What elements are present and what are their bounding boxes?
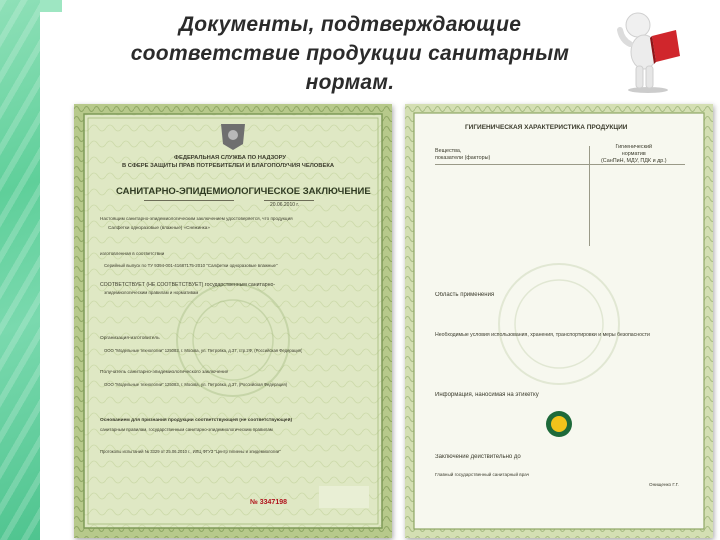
certificate-body-line: Получатель санитарно-эпидемиологического заключения	[100, 370, 229, 375]
certificate-body-line: ООО "Модельные технологии" 125083, г. Москва, ул. Петровка, д.37, (Российская Федерация)	[104, 382, 288, 387]
certificate-body-line: Протоколы испытаний № 3329 от 25.06.2010 г., ИЛЦ ФГУЗ "Центр гигиены и эпидемиологии"	[100, 449, 281, 454]
signature-name: Онищенко Г.Г.	[649, 482, 679, 487]
certificate-body-line: Салфетки одноразовые (влажные) «Снежинка»	[108, 225, 210, 230]
substances-column-header	[435, 148, 490, 162]
title-line-1: Документы, подтверждающие	[178, 13, 522, 36]
certificate-body-line: санитарным правилам, государственным санитарно-эпидемиологическим правилам	[100, 427, 273, 432]
validity-section-title: Заключение действительно до	[435, 454, 521, 460]
certificate-serial-number: № 3347198	[250, 499, 287, 506]
certificate-date: 20.06.2010 г.	[270, 202, 300, 208]
certificate-body-line: Серийный выпуск по ТУ 9394-001-41687175-2010 "Салфетки одноразовые влажные"	[104, 263, 278, 268]
title-line-3: нормам.	[305, 71, 395, 94]
label-info-section-title: Информация, наносимая на этикетку	[435, 392, 539, 398]
certificate-body-line: Организация-изготовитель	[100, 336, 160, 341]
certificate-body-line: изготовленная в соответствии	[100, 251, 165, 256]
sanitary-certificate-document	[74, 104, 392, 538]
slide-decor-tab	[40, 0, 62, 12]
slide-title	[90, 10, 610, 97]
certificate-body-line: СООТВЕТСТВУЕТ (НЕ СООТВЕТСТВУЕТ) государственным санитарно-	[100, 282, 276, 288]
usage-section-title: Область применения	[435, 292, 495, 298]
person-with-red-book-icon	[608, 10, 690, 94]
characteristics-heading: ГИГИЕНИЧЕСКАЯ ХАРАКТЕРИСТИКА ПРОДУКЦИИ	[465, 124, 628, 131]
certificate-body-line: ООО "Модельные технологии" 125083, г. Москва, ул. Петровка, д.37, стр.2Ф, (Российская Федерация)	[104, 348, 303, 353]
certificate-body-line: Настоящим санитарно-эпидемиологическим заключением удостоверяется, что продукция	[100, 216, 293, 221]
hygienic-characteristics-document	[405, 104, 713, 538]
norms-column-header	[601, 144, 667, 165]
substances-header-line: показатели (факторы)	[435, 155, 491, 161]
certificate-body-line: эпидемиологическим правилам и нормативам	[104, 290, 199, 295]
norms-header-line: Гигиенический	[615, 144, 652, 150]
agency-name-line-1: ФЕДЕРАЛЬНАЯ СЛУЖБА ПО НАДЗОРУ	[174, 155, 287, 161]
conditions-section-title: Необходимые условия использования, хранения, транспортировки и меры безопасности	[435, 332, 650, 338]
norms-header-line: (СанПиН, МДУ, ПДК и др.)	[601, 158, 667, 164]
certificate-heading: САНИТАРНО-ЭПИДЕМИОЛОГИЧЕСКОЕ ЗАКЛЮЧЕНИЕ	[116, 186, 371, 197]
title-line-2: соответствие продукции санитарным	[130, 42, 570, 65]
agency-name-line-2: В СФЕРЕ ЗАЩИТЫ ПРАВ ПОТРЕБИТЕЛЕЙ И БЛАГОПОЛУЧИЯ ЧЕЛОВЕКА	[122, 163, 335, 169]
substances-header-line: Вещества,	[435, 148, 462, 154]
chief-doctor-caption: Главный государственный санитарный врач	[435, 472, 530, 477]
slide-decor-stripe	[0, 0, 40, 540]
norms-header-line: норматив	[621, 151, 646, 157]
certificate-guilloche-frame	[74, 104, 392, 538]
certificate-body-line: Основанием для признания продукции соответствующей (не соответствующей)	[100, 418, 293, 423]
